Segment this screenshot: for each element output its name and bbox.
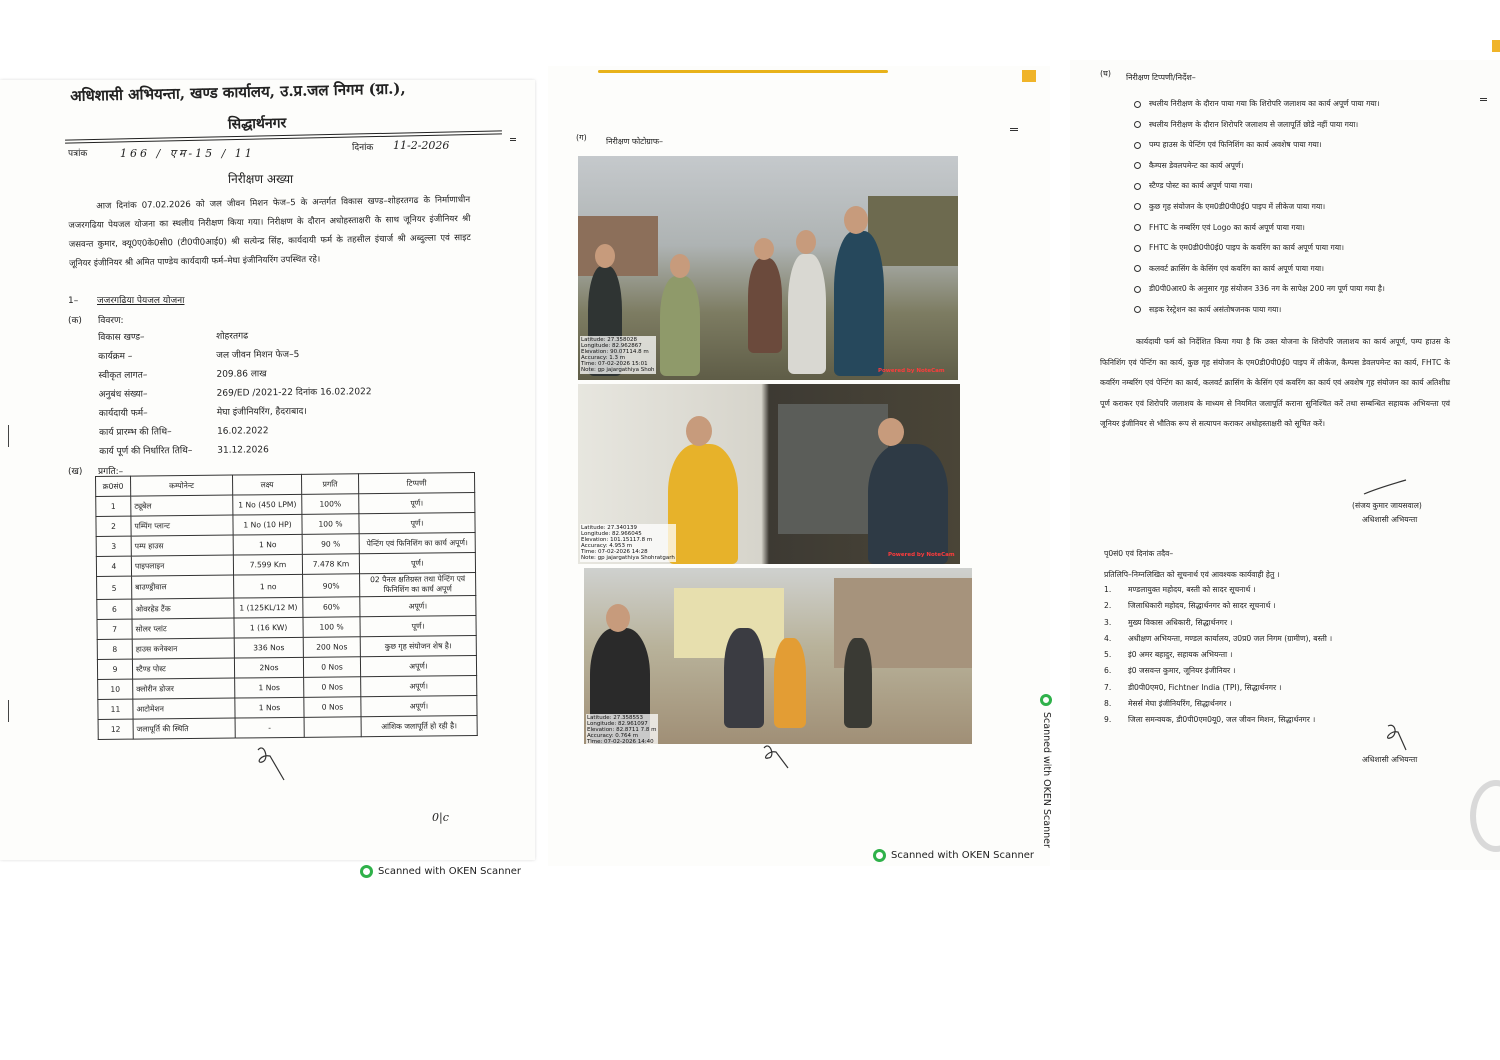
page-2 [548, 66, 1050, 866]
sub-a-label: (क) [68, 316, 82, 326]
list-item [1104, 698, 1434, 714]
target-cell: 2Nos [234, 657, 303, 678]
directive-paragraph: कार्यदायी फर्म को निर्देशित किया गया है कि उक्त योजना के शिरोपरि जलाशय का कार्य अपूर्ण, पम्प हाउस के फिनिशिंग एवं पेन्टिंग का कार्य, कुछ गृह संयोजन के एम0डी0पी0ई0 पाइप में लीकेज, कैम्पस डेवलपमेन्ट का कार्य, FHTC के कवरिंग नम्बरिंग एवं पेन्टिंग का कार्य, कलवर्ट क्रासिंग के केसिंग एवं कवरिंग का कार्य एवं अवशेष गृह संयोजन का कार्य अतिशीघ्र पूर्ण कराकर एवं शिरोपरि जलाशय के माध्यम से नियमित जलापूर्ति कराना सुनिश्चित करें तथा सम्बन्धित सहायक अभियन्ता एवं जूनियर इंजीनियर से भौतिक रूप से सत्यापन कराकर अधोहस्ताक्षरी को सूचित करें। [1100, 337, 1450, 428]
signature-initials [1380, 722, 1410, 754]
table-row [98, 716, 477, 740]
progress-cell: 0 Nos [304, 677, 361, 698]
side-scanner-label: Scanned with OKEN Scanner [1040, 690, 1054, 886]
signer-title: अधिशासी अभियन्ता [1362, 515, 1418, 524]
copy-list [1104, 584, 1434, 731]
signer-name: (संजय कुमार जायसवाल) [1352, 501, 1422, 510]
photo-2-geotag: Latitude: 27.340139 Longitude: 82.966045 Elevation: 101.15117.8 m Accuracy: 4.953 m Time: 07-02-2026 14:28 Note: gp jajargathiya Shohratgarh [581, 525, 675, 561]
photo-person-head [878, 418, 904, 446]
progress-cell: 0 Nos [303, 657, 360, 678]
yellow-corner [1492, 40, 1500, 52]
serial-cell: 9 [97, 659, 132, 679]
scanner-logo-icon [360, 865, 373, 878]
signature-initials [758, 740, 798, 772]
remark-cell: अपूर्ण। [360, 596, 476, 617]
bullet-icon [1134, 306, 1141, 313]
serial-cell: 10 [98, 679, 133, 699]
photo-person [660, 276, 700, 376]
bottom-signer-title: अधिशासी अभियन्ता [1362, 755, 1418, 764]
sub-g-title: निरीक्षण फोटोग्राफ– [606, 137, 664, 146]
notecam-watermark: Powered by NoteCam [888, 552, 955, 558]
copy-recipient: मेसर्स मेघा इंजीनियरिंग, सिद्धार्थनगर । [1128, 699, 1232, 709]
target-cell: 1 No (10 HP) [233, 514, 302, 535]
scanner-label: Scanned with OKEN Scanner [378, 866, 522, 877]
progress-cell [304, 717, 361, 738]
serial-cell: 3 [96, 536, 131, 556]
component-cell: सोलर प्लांट [132, 618, 234, 639]
remark-cell: अपूर्ण। [360, 656, 476, 677]
serial-cell: 4 [96, 556, 131, 576]
photo-person-head [595, 244, 615, 268]
photo-person [774, 638, 806, 728]
progress-cell: 100% [302, 494, 359, 515]
target-cell: 1 Nos [235, 697, 304, 718]
list-item: पम्प हाउस के पेन्टिंग एवं फिनिशिंग का कार्य अवशेष पाया गया। [1134, 139, 1474, 160]
col-header: कम्पोनेन्ट [131, 475, 233, 496]
sub-b-title: प्रगति:– [98, 467, 124, 477]
progress-cell: 90 % [302, 534, 359, 555]
serial-cell: 1 [96, 496, 131, 516]
remark-cell: 02 पैनल क्षतिग्रस्त तथा पेन्टिंग एवं फिनिशिंग का कार्य अपूर्ण [360, 573, 476, 597]
scanner-footer-2 [873, 849, 1034, 862]
bullet-icon [1134, 286, 1141, 293]
photo-person-head [844, 206, 868, 234]
page-mark: 0|c [432, 811, 449, 824]
doc-title: निरीक्षण अख्या [228, 172, 294, 186]
target-cell: 1 (16 KW) [234, 617, 303, 638]
progress-cell: 200 Nos [303, 637, 360, 658]
progress-table [95, 472, 478, 740]
page-3 [1070, 60, 1500, 870]
detail-row: विकास खण्ड– शोहरतगढ [98, 331, 249, 343]
remark-cell: पूर्ण। [359, 553, 475, 574]
remark-cell: अपूर्ण। [361, 696, 477, 717]
signature-initials [250, 740, 290, 785]
list-number: 4. [1104, 633, 1112, 643]
component-cell: बाउण्ड्रीवाल [132, 575, 234, 599]
date-value: 11-2-2026 [393, 139, 450, 152]
photo-person [834, 231, 884, 376]
copy-line: प्रतिलिपि–निम्नलिखित को सूचनार्थ एवं आवश्यक कार्यवाही हेतु । [1104, 570, 1280, 579]
list-item [1104, 584, 1434, 600]
col-header: लक्ष्य [232, 474, 301, 495]
list-number: 5. [1104, 650, 1112, 660]
progress-cell: 7.478 Km [302, 554, 359, 575]
copy-recipient: इं0 जसवन्त कुमार, जूनियर इंजीनियर । [1128, 666, 1236, 676]
page-1 [0, 80, 535, 860]
photo-1-geotag: Latitude: 27.358028 Longitude: 82.962867 Elevation: 90.07114.8 m Accuracy: 1.3 m Time: 07-02-2026 15:01 Note: gp jajargathiya Shoh [581, 337, 655, 373]
signature-stroke [1360, 478, 1410, 498]
list-number: 6. [1104, 666, 1112, 676]
yellow-corner [1022, 70, 1036, 82]
component-cell: ट्यूबेल [131, 495, 233, 516]
list-item: स्थलीय निरीक्षण के दौरान पाया गया कि शिरोपरि जलाशय का कार्य अपूर्ण पाया गया। [1134, 98, 1474, 119]
photo-person [724, 628, 764, 728]
target-cell: 1 Nos [235, 677, 304, 698]
detail-row: अनुबंध संख्या– 269/ED /2021-22 दिनांक 16.02.2022 [98, 387, 372, 400]
list-item [1104, 617, 1434, 633]
scanner-logo-icon [1040, 694, 1052, 706]
section-number: 1– [68, 296, 79, 306]
sub-gh-label: (घ) [1100, 69, 1111, 78]
photo-person [668, 444, 738, 564]
component-cell: क्लोरीन डोजर [133, 678, 235, 699]
list-item: डी0पी0आर0 के अनुसार गृह संयोजन 336 नग के सापेक्ष 200 नग पूर्ण पाया गया है। [1134, 283, 1474, 304]
target-cell: 1 No (450 LPM) [233, 494, 302, 515]
progress-cell: 100 % [303, 617, 360, 638]
detail-row: कार्य प्रारम्भ की तिथि– 16.02.2022 [99, 426, 269, 438]
remark-cell: आंशिक जलापूर्ति हो रही है। [361, 716, 477, 737]
notecam-watermark: Powered by NoteCam [878, 368, 945, 374]
copy-recipient: मण्डलायुक्त महोदय, बस्ती को सादर सूचनार्थ । [1128, 585, 1256, 594]
photo-person [748, 258, 782, 353]
remark-cell: पूर्ण। [359, 493, 475, 514]
sub-gh-title: निरीक्षण टिप्पणी/निर्देश– [1126, 73, 1196, 82]
remark-cell: कुछ गृह संयोजन शेष है। [360, 636, 476, 657]
detail-row: स्वीकृत लागत– 209.86 लाख [98, 369, 267, 381]
target-cell: 7.599 Km [233, 554, 302, 575]
col-header: टिप्पणी [358, 473, 474, 494]
ref-number: 166 / एम-15 / 11 [120, 147, 255, 160]
list-item: कलवर्ट क्रासिंग के केसिंग एवं कवरिंग का कार्य अपूर्ण पाया गया। [1134, 263, 1474, 284]
serial-cell: 12 [98, 719, 133, 739]
photo-person-head [670, 254, 690, 278]
bullet-icon [1134, 183, 1141, 190]
list-number: 7. [1104, 682, 1112, 692]
progress-cell: 100 % [302, 514, 359, 535]
target-cell: 1 (125KL/12 M) [234, 597, 303, 618]
remark-cell: अपूर्ण। [361, 676, 477, 697]
serial-cell: 7 [97, 619, 132, 639]
target-cell: - [235, 717, 304, 738]
serial-cell: 5 [97, 576, 132, 599]
remark-cell: पेन्टिंग एवं फिनिशिंग का कार्य अपूर्ण। [359, 533, 475, 554]
endorsement-line: पृ0सं0 एवं दिनांक तदैव– [1104, 549, 1174, 558]
component-cell: पम्पिंग प्लान्ट [131, 515, 233, 536]
copy-recipient: जिलाधिकारी महोदय, सिद्धार्थनगर को सादर सूचनार्थ । [1128, 601, 1276, 611]
copy-recipient: अधीक्षण अभियन्ता, मण्डल कार्यालय, उ0प्र0 जल निगम (ग्रामीण), बस्ती । [1128, 633, 1333, 643]
serial-cell: 6 [97, 599, 132, 619]
detail-row: कार्यक्रम – जल जीवन मिशन फेज–5 [98, 349, 300, 362]
inspection-photo-3 [584, 568, 972, 744]
component-cell: ओवरहेड टैंक [132, 598, 234, 619]
photo-person [868, 444, 948, 564]
bullet-icon [1134, 101, 1141, 108]
list-item: कुछ गृह संयोजन के एम0डी0पी0ई0 पाइप में लीकेज पाया गया। [1134, 201, 1474, 222]
serial-cell: 8 [97, 639, 132, 659]
target-cell: 1 no [234, 574, 303, 598]
office-city: सिद्धार्थनगर [227, 115, 287, 133]
list-number: 9. [1104, 715, 1112, 725]
intro-paragraph: आज दिनांक 07.02.2026 को जल जीवन मिशन फेज–5 के अन्तर्गत विकास खण्ड–शोहरतगढ के निर्माणाधीन जजरगढिया पेयजल योजना का स्थलीय निरीक्षण किया गया। निरीक्षण के दौरान अधोहस्ताक्षरी के साथ जूनियर इंजीनियर श्री जसवन्त कुमार, क्यू0ए0के0सी0 (टी0पी0आई0) श्री सत्येन्द्र सिंह, कार्यदायी फर्म के तहसील इंचार्ज श्री अब्दुल्ला एवं साइट जूनियर इंजीनियर श्री अमित पाण्डेय कार्यदायी फर्म–मेघा इंजीनियरिंग उपस्थित रहे। [68, 194, 471, 269]
list-item [1104, 682, 1434, 698]
list-number: 3. [1104, 617, 1112, 627]
target-cell: 1 No [233, 534, 302, 555]
serial-cell: 2 [96, 516, 131, 536]
bullet-icon [1134, 203, 1141, 210]
component-cell: पम्प हाउस [131, 535, 233, 556]
detail-row: कार्य पूर्ण की निर्धारित तिथि– 31.12.2026 [99, 445, 269, 457]
component-cell: हाउस कनेक्शन [132, 638, 234, 659]
component-cell: स्टैण्ड पोस्ट [132, 658, 234, 679]
photo-person-head [796, 230, 816, 254]
margin-mark [510, 138, 516, 139]
scanner-label: Scanned with OKEN Scanner [891, 850, 1035, 861]
copy-recipient: जिला समन्वयक, डी0पी0एम0यू0, जल जीवन मिशन, सिद्धार्थनगर । [1128, 715, 1316, 725]
component-cell: आटोमेशन [133, 698, 235, 719]
list-item: स्थलीय निरीक्षण के दौरान शिरोपरि जलाशय से जलापूर्ति छोडे नहीं पाया गया। [1134, 119, 1474, 140]
col-header: प्रगति [301, 474, 358, 495]
photo-person [844, 638, 872, 728]
photo-3-geotag: Latitude: 27.358553 Longitude: 82.961097 Elevation: 82.8711 7.8 m Accuracy: 0.764 m Time: 07-02-2026 14:40 [587, 715, 657, 744]
col-header: क्र0सं0 [96, 476, 131, 496]
remark-cell: पूर्ण। [360, 616, 476, 637]
list-item: सड़क रेस्ट्रेशन का कार्य असंतोषजनक पाया गया। [1134, 304, 1474, 325]
detail-row: कार्यदायी फर्म– मेघा इंजीनियरिंग, हैदराबाद। [98, 406, 307, 419]
bullet-icon [1134, 245, 1141, 252]
margin-mark [8, 700, 9, 722]
list-item [1104, 633, 1434, 649]
list-number: 1. [1104, 585, 1112, 594]
yellow-tape-edge [598, 70, 888, 73]
copy-recipient: मुख्य विकास अधिकारी, सिद्धार्थनगर । [1128, 617, 1233, 627]
list-item [1104, 600, 1434, 616]
date-label: दिनांक [352, 143, 374, 153]
list-number: 2. [1104, 601, 1112, 611]
progress-cell: 0 Nos [304, 697, 361, 718]
photo-bricks [578, 216, 658, 276]
target-cell: 336 Nos [234, 637, 303, 658]
inspection-photo-1 [578, 156, 958, 380]
serial-cell: 11 [98, 699, 133, 719]
component-cell: जलापूर्ति की स्थिति [133, 718, 235, 739]
photo-person-head [606, 604, 630, 632]
progress-cell: 60% [303, 597, 360, 618]
photo-building [868, 196, 958, 266]
margin-mark [8, 425, 9, 447]
list-number: 8. [1104, 699, 1112, 709]
sub-a-title: विवरण: [98, 316, 124, 326]
details-list [98, 329, 419, 465]
bullet-icon [1134, 224, 1141, 231]
section-title: जजरगढिया पेयजल योजना [97, 296, 185, 306]
scanner-logo-icon [873, 849, 886, 862]
ref-label: पत्रांक [68, 149, 88, 159]
progress-cell: 90% [303, 574, 360, 598]
list-item: FHTC के एम0डी0पी0ई0 पाइप के कवरिंग का कार्य अपूर्ण पाया गया। [1134, 242, 1474, 263]
copy-recipient: इं0 अमर बहादुर, सहायक अभियन्ता । [1128, 650, 1233, 660]
component-cell: पाइपलाइन [131, 555, 233, 576]
sub-g-label: (ग) [576, 133, 587, 142]
photo-person [788, 254, 826, 374]
copy-recipient: डी0पी0एम0, Fichtner India (TPI), सिद्धार्थनगर । [1128, 682, 1282, 692]
scanner-footer-1 [360, 865, 521, 878]
list-item: स्टैण्ड पोस्ट का कार्य अपूर्ण पाया गया। [1134, 180, 1474, 201]
bullet-icon [1134, 142, 1141, 149]
list-item [1104, 665, 1434, 681]
office-title: अधिशासी अभियन्ता, खण्ड कार्यालय, उ.प्र.जल निगम (ग्रा.), [70, 79, 406, 105]
list-item: FHTC के नम्बरिंग एवं Logo का कार्य अपूर्ण पाया गया। [1134, 222, 1474, 243]
list-item [1104, 649, 1434, 665]
sub-b-label: (ख) [68, 467, 83, 477]
bullet-icon [1134, 162, 1141, 169]
photo-person-head [686, 416, 712, 446]
bullet-icon [1134, 121, 1141, 128]
list-item: कैम्पस डेवलपमेन्ट का कार्य अपूर्ण। [1134, 160, 1474, 181]
margin-mark [1010, 128, 1018, 129]
observations-list [1134, 98, 1474, 325]
photo-person-head [754, 238, 774, 260]
margin-mark [1480, 98, 1487, 99]
bullet-icon [1134, 265, 1141, 272]
remark-cell: पूर्ण। [359, 513, 475, 534]
inspection-photo-2 [578, 384, 960, 564]
